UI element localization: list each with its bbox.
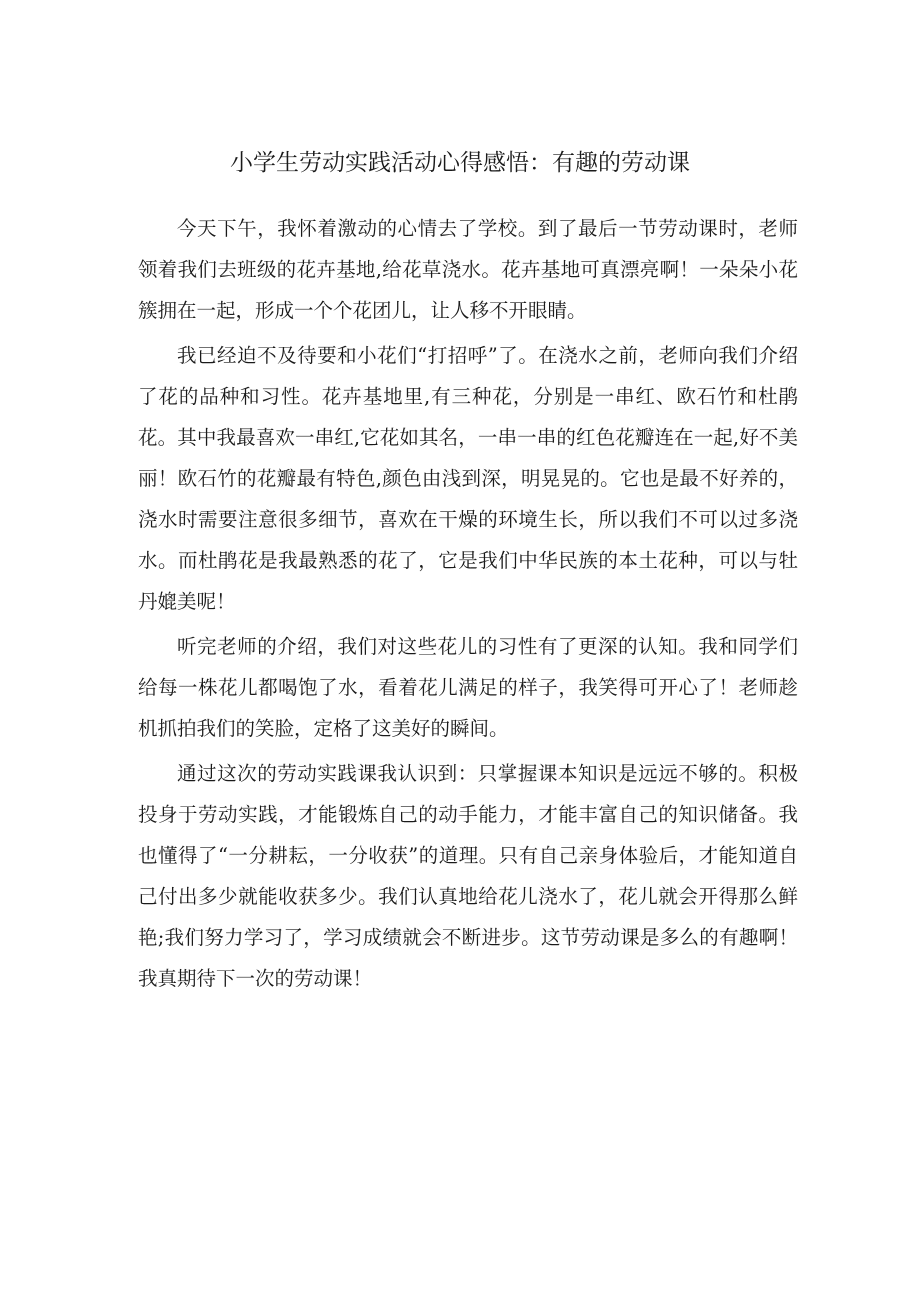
article-body <box>138 208 798 1003</box>
paragraph-1: 今天下午，我怀着激动的心情去了学校。到了最后一节劳动课时，老师领着我们去班级的花卉基地,给花草浇水。花卉基地可真漂亮啊！一朵朵小花簇拥在一起，形成一个个花团儿，让人移不开眼睛。 <box>138 217 798 322</box>
paragraph-2: 我已经迫不及待要和小花们“打招呼”了。在浇水之前，老师向我们介绍了花的品种和习性。花卉基地里,有三种花，分别是一串红、欧石竹和杜鹃花。其中我最喜欢一串红,它花如其名，一串一串的红色花瓣连在一起,好不美丽！欧石竹的花瓣最有特色,颜色由浅到深，明晃晃的。它也是最不好养的，浇水时需要注意很多细节，喜欢在干燥的环境生长，所以我们不可以过多浇水。而杜鹃花是我最熟悉的花了，它是我们中华民族的本土花种，可以与牡丹媲美呢！ <box>138 344 798 613</box>
paragraph-4: 通过这次的劳动实践课我认识到：只掌握课本知识是远远不够的。积极投身于劳动实践，才能锻炼自己的动手能力，才能丰富自己的知识储备。我也懂得了“一分耕耘，一分收获”的道理。只有自己亲身体验后，才能知道自己付出多少就能收获多少。我们认真地给花儿浇水了，花儿就会开得那么鲜艳;我们努力学习了，学习成绩就会不断进步。这节劳动课是多么的有趣啊！我真期待下一次的劳动课！ <box>138 762 798 990</box>
paragraph-3: 听完老师的介绍，我们对这些花儿的习性有了更深的认知。我和同学们给每一株花儿都喝饱了水，看着花儿满足的样子，我笑得可开心了！老师趁机抓拍我们的笑脸，定格了这美好的瞬间。 <box>138 635 798 740</box>
page-title: 小学生劳动实践活动心得感悟：有趣的劳动课 <box>230 150 690 176</box>
